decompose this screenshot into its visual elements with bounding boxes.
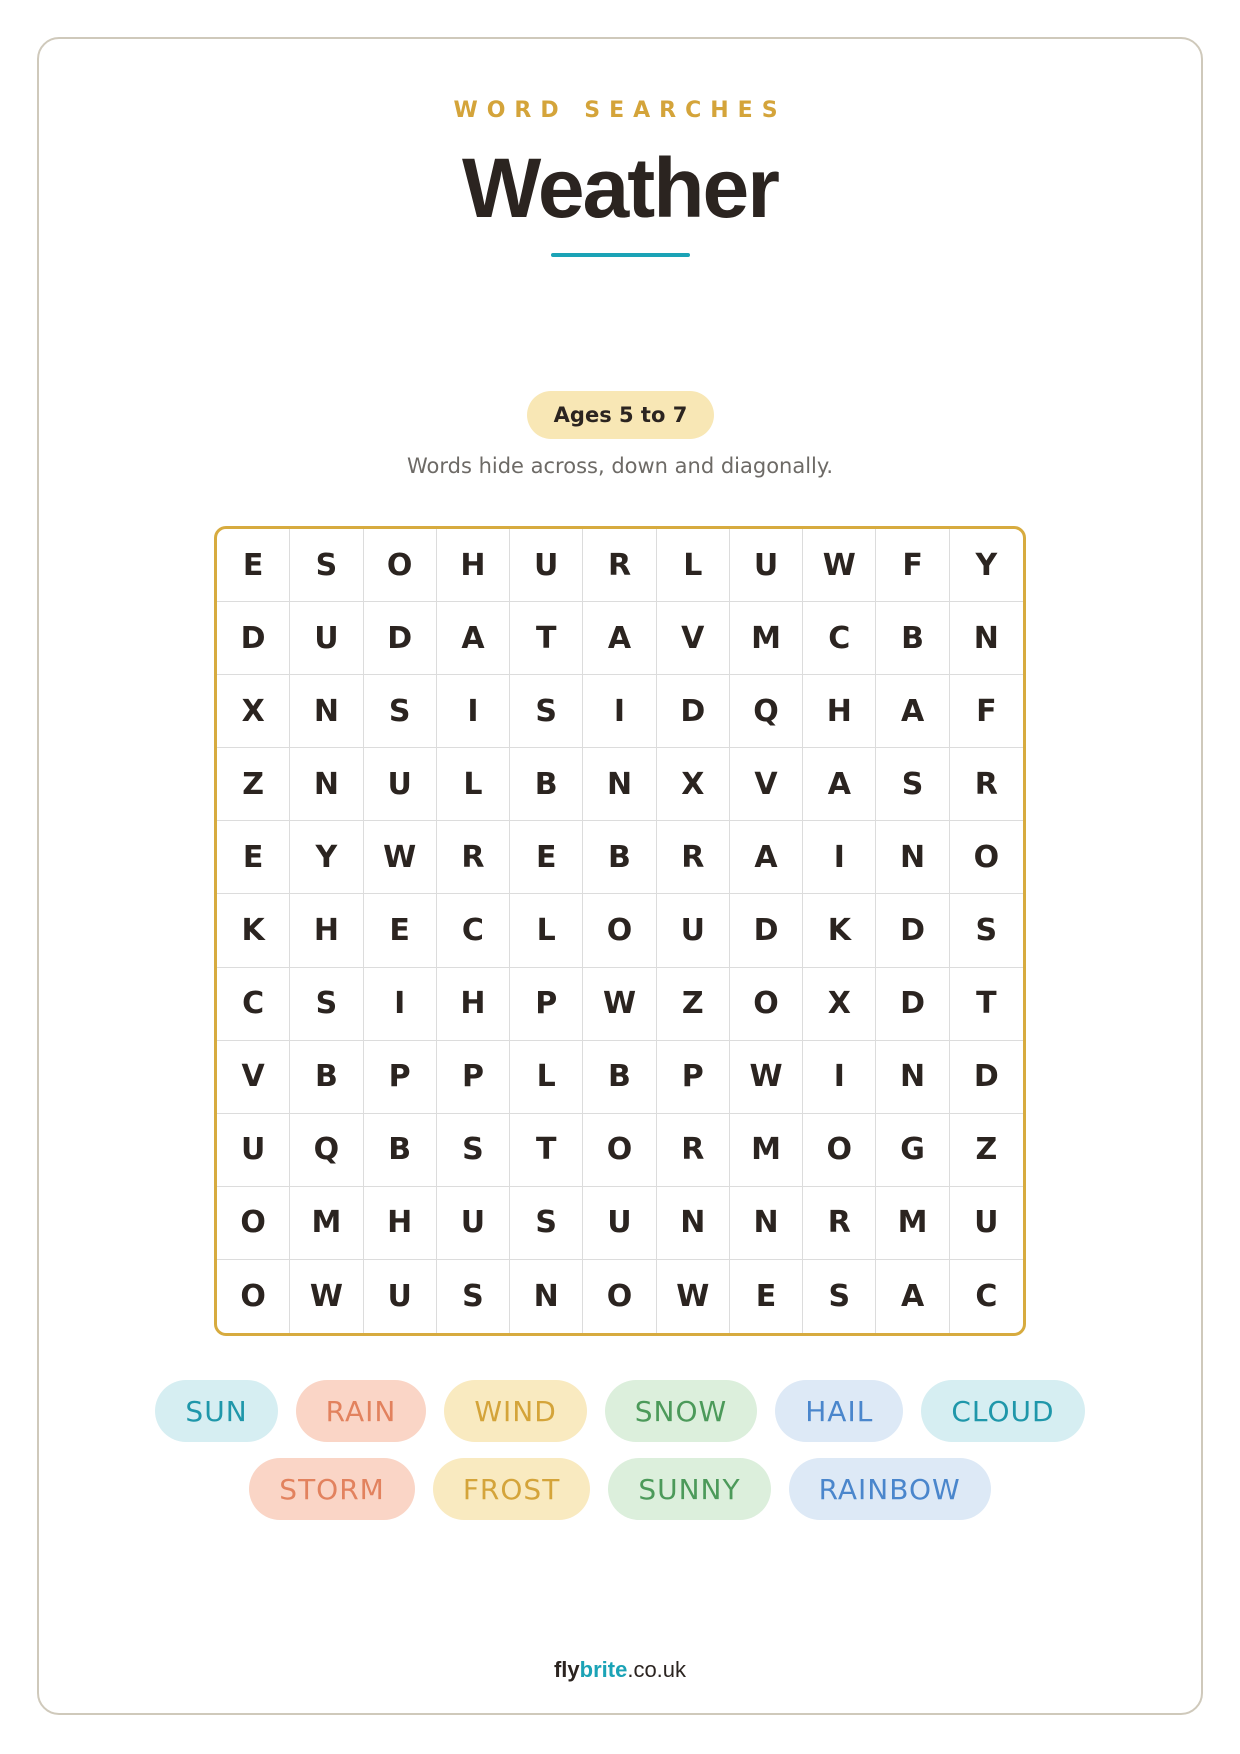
grid-cell[interactable]: S bbox=[364, 675, 437, 748]
grid-cell[interactable]: U bbox=[730, 529, 803, 602]
grid-cell[interactable]: S bbox=[437, 1260, 510, 1333]
grid-cell[interactable]: O bbox=[583, 894, 656, 967]
grid-cell[interactable]: N bbox=[876, 1041, 949, 1114]
title-underline bbox=[551, 253, 690, 257]
grid-cell[interactable]: E bbox=[364, 894, 437, 967]
grid-cell[interactable]: R bbox=[950, 748, 1023, 821]
grid-cell[interactable]: E bbox=[217, 821, 290, 894]
grid-cell[interactable]: O bbox=[730, 968, 803, 1041]
grid-cell[interactable]: S bbox=[510, 1187, 583, 1260]
grid-cell[interactable]: E bbox=[730, 1260, 803, 1333]
word-list-row-2 bbox=[100, 1458, 1140, 1520]
word-pill-rain: RAIN bbox=[296, 1380, 427, 1442]
grid-cell[interactable]: I bbox=[364, 968, 437, 1041]
grid-cell[interactable]: S bbox=[803, 1260, 876, 1333]
word-pill-hail: HAIL bbox=[775, 1380, 903, 1442]
grid-cell[interactable]: H bbox=[290, 894, 363, 967]
footer-brand[interactable] bbox=[0, 1657, 1240, 1683]
grid-cell[interactable]: T bbox=[510, 1114, 583, 1187]
grid-cell[interactable]: B bbox=[364, 1114, 437, 1187]
grid-cell[interactable]: I bbox=[437, 675, 510, 748]
grid-cell[interactable]: U bbox=[950, 1187, 1023, 1260]
grid-cell[interactable]: Q bbox=[290, 1114, 363, 1187]
grid-cell[interactable]: D bbox=[364, 602, 437, 675]
grid-cell[interactable]: R bbox=[583, 529, 656, 602]
grid-cell[interactable]: A bbox=[876, 1260, 949, 1333]
grid-cell[interactable]: I bbox=[803, 1041, 876, 1114]
grid-cell[interactable]: A bbox=[583, 602, 656, 675]
grid-cell[interactable]: G bbox=[876, 1114, 949, 1187]
grid-cell[interactable]: L bbox=[657, 529, 730, 602]
grid-cell[interactable]: H bbox=[803, 675, 876, 748]
grid-cell[interactable]: N bbox=[583, 748, 656, 821]
grid-cell[interactable]: U bbox=[290, 602, 363, 675]
grid-cell[interactable]: I bbox=[803, 821, 876, 894]
page-title: Weather bbox=[462, 141, 778, 235]
grid-cell[interactable]: Q bbox=[730, 675, 803, 748]
grid-cell[interactable]: Y bbox=[290, 821, 363, 894]
word-pill-rainbow: RAINBOW bbox=[789, 1458, 991, 1520]
grid-cell[interactable]: V bbox=[657, 602, 730, 675]
grid-cell[interactable]: W bbox=[290, 1260, 363, 1333]
grid-cell[interactable]: L bbox=[437, 748, 510, 821]
grid-cell[interactable]: Z bbox=[217, 748, 290, 821]
grid-cell[interactable]: R bbox=[437, 821, 510, 894]
grid-cell[interactable]: U bbox=[364, 748, 437, 821]
grid-cell[interactable]: D bbox=[217, 602, 290, 675]
grid-cell[interactable]: M bbox=[290, 1187, 363, 1260]
grid-cell[interactable]: S bbox=[290, 529, 363, 602]
grid-cell[interactable]: U bbox=[437, 1187, 510, 1260]
brand-tld: .co.uk bbox=[627, 1657, 687, 1682]
grid-cell[interactable]: I bbox=[583, 675, 656, 748]
grid-cell[interactable]: N bbox=[730, 1187, 803, 1260]
grid-cell[interactable]: O bbox=[217, 1187, 290, 1260]
brand-fly: fly bbox=[553, 1657, 580, 1682]
grid-cell[interactable]: F bbox=[876, 529, 949, 602]
grid-cell[interactable]: S bbox=[510, 675, 583, 748]
grid-cell[interactable]: E bbox=[510, 821, 583, 894]
grid-cell[interactable]: W bbox=[583, 968, 656, 1041]
grid-cell[interactable]: L bbox=[510, 894, 583, 967]
word-search-grid bbox=[214, 526, 1026, 1336]
grid-cell[interactable]: N bbox=[876, 821, 949, 894]
grid-cell[interactable]: B bbox=[510, 748, 583, 821]
grid-cell[interactable]: M bbox=[730, 602, 803, 675]
grid-cell[interactable]: U bbox=[583, 1187, 656, 1260]
grid-cell[interactable]: B bbox=[290, 1041, 363, 1114]
instructions-text: Words hide across, down and diagonally. bbox=[406, 454, 834, 478]
grid-cell[interactable]: X bbox=[803, 968, 876, 1041]
grid-cell[interactable]: N bbox=[950, 602, 1023, 675]
grid-cell[interactable]: S bbox=[437, 1114, 510, 1187]
grid-cell[interactable]: R bbox=[657, 821, 730, 894]
grid-cell[interactable]: D bbox=[950, 1041, 1023, 1114]
grid-cell[interactable]: D bbox=[730, 894, 803, 967]
section-eyebrow: WORD SEARCHES bbox=[453, 98, 787, 123]
grid-cell[interactable]: Y bbox=[950, 529, 1023, 602]
grid-cell[interactable]: A bbox=[803, 748, 876, 821]
grid-cell[interactable]: A bbox=[876, 675, 949, 748]
grid-cell[interactable]: R bbox=[803, 1187, 876, 1260]
grid-cell[interactable]: X bbox=[217, 675, 290, 748]
grid-cell[interactable]: N bbox=[510, 1260, 583, 1333]
grid-cell[interactable]: Z bbox=[657, 968, 730, 1041]
grid-cell[interactable]: K bbox=[803, 894, 876, 967]
grid-cell[interactable]: U bbox=[510, 529, 583, 602]
age-badge: Ages 5 to 7 bbox=[527, 391, 714, 439]
grid-cell[interactable]: H bbox=[364, 1187, 437, 1260]
grid-cell[interactable]: U bbox=[657, 894, 730, 967]
grid-cell[interactable]: O bbox=[950, 821, 1023, 894]
grid-cell[interactable]: O bbox=[583, 1114, 656, 1187]
grid-cell[interactable]: S bbox=[950, 894, 1023, 967]
grid-cell[interactable]: C bbox=[217, 968, 290, 1041]
word-pill-snow: SNOW bbox=[605, 1380, 757, 1442]
grid-cell[interactable]: H bbox=[437, 968, 510, 1041]
grid-cell[interactable]: T bbox=[510, 602, 583, 675]
grid-cell[interactable]: O bbox=[583, 1260, 656, 1333]
grid-cell[interactable]: D bbox=[876, 968, 949, 1041]
grid-cell[interactable]: A bbox=[437, 602, 510, 675]
grid-cell[interactable]: P bbox=[437, 1041, 510, 1114]
grid-cell[interactable]: K bbox=[217, 894, 290, 967]
grid-cell[interactable]: M bbox=[876, 1187, 949, 1260]
grid-cell[interactable]: C bbox=[975, 1278, 998, 1314]
grid-cell[interactable]: P bbox=[364, 1041, 437, 1114]
grid-cell[interactable]: E bbox=[217, 529, 290, 602]
grid-cell[interactable]: D bbox=[657, 675, 730, 748]
grid-cell[interactable]: V bbox=[730, 748, 803, 821]
grid-cell[interactable]: D bbox=[876, 894, 949, 967]
grid-cell[interactable]: P bbox=[657, 1041, 730, 1114]
grid-cell[interactable]: F bbox=[950, 675, 1023, 748]
grid-cell[interactable]: C bbox=[437, 894, 510, 967]
grid-cell[interactable]: Z bbox=[950, 1114, 1023, 1187]
grid-cell[interactable]: W bbox=[803, 529, 876, 602]
grid-cell[interactable]: B bbox=[583, 1041, 656, 1114]
word-pill-cloud: CLOUD bbox=[921, 1380, 1084, 1442]
grid-cell[interactable]: X bbox=[657, 748, 730, 821]
word-pill-frost: FROST bbox=[433, 1458, 590, 1520]
grid-cell[interactable]: T bbox=[950, 968, 1023, 1041]
grid-cell[interactable]: S bbox=[876, 748, 949, 821]
word-pill-sunny: SUNNY bbox=[608, 1458, 770, 1520]
grid-cell[interactable]: C bbox=[803, 602, 876, 675]
grid-cell[interactable]: S bbox=[290, 968, 363, 1041]
grid-cell[interactable]: B bbox=[876, 602, 949, 675]
grid-cell[interactable]: O bbox=[803, 1114, 876, 1187]
word-pill-wind: WIND bbox=[444, 1380, 586, 1442]
grid-cell[interactable]: W bbox=[657, 1260, 730, 1333]
word-pill-sun: SUN bbox=[155, 1380, 277, 1442]
grid-cell[interactable]: V bbox=[217, 1041, 290, 1114]
grid-cell[interactable]: U bbox=[217, 1114, 290, 1187]
grid-cell[interactable]: O bbox=[217, 1260, 290, 1333]
word-list-row-1 bbox=[100, 1380, 1140, 1442]
brand-brite: brite bbox=[579, 1657, 628, 1682]
grid-cell[interactable]: W bbox=[364, 821, 437, 894]
grid-cell[interactable]: P bbox=[510, 968, 583, 1041]
grid-cell[interactable]: U bbox=[364, 1260, 437, 1333]
grid-cell[interactable]: M bbox=[730, 1114, 803, 1187]
grid-cell[interactable]: H bbox=[437, 529, 510, 602]
grid-cell[interactable]: W bbox=[730, 1041, 803, 1114]
grid-cell[interactable]: B bbox=[583, 821, 656, 894]
grid-cell[interactable]: N bbox=[290, 675, 363, 748]
word-pill-storm: STORM bbox=[249, 1458, 415, 1520]
grid-cell[interactable]: N bbox=[657, 1187, 730, 1260]
grid-cell[interactable]: O bbox=[364, 529, 437, 602]
grid-cell[interactable]: N bbox=[290, 748, 363, 821]
grid-cell[interactable]: R bbox=[657, 1114, 730, 1187]
grid-cell[interactable]: L bbox=[510, 1041, 583, 1114]
grid-cell[interactable]: A bbox=[730, 821, 803, 894]
